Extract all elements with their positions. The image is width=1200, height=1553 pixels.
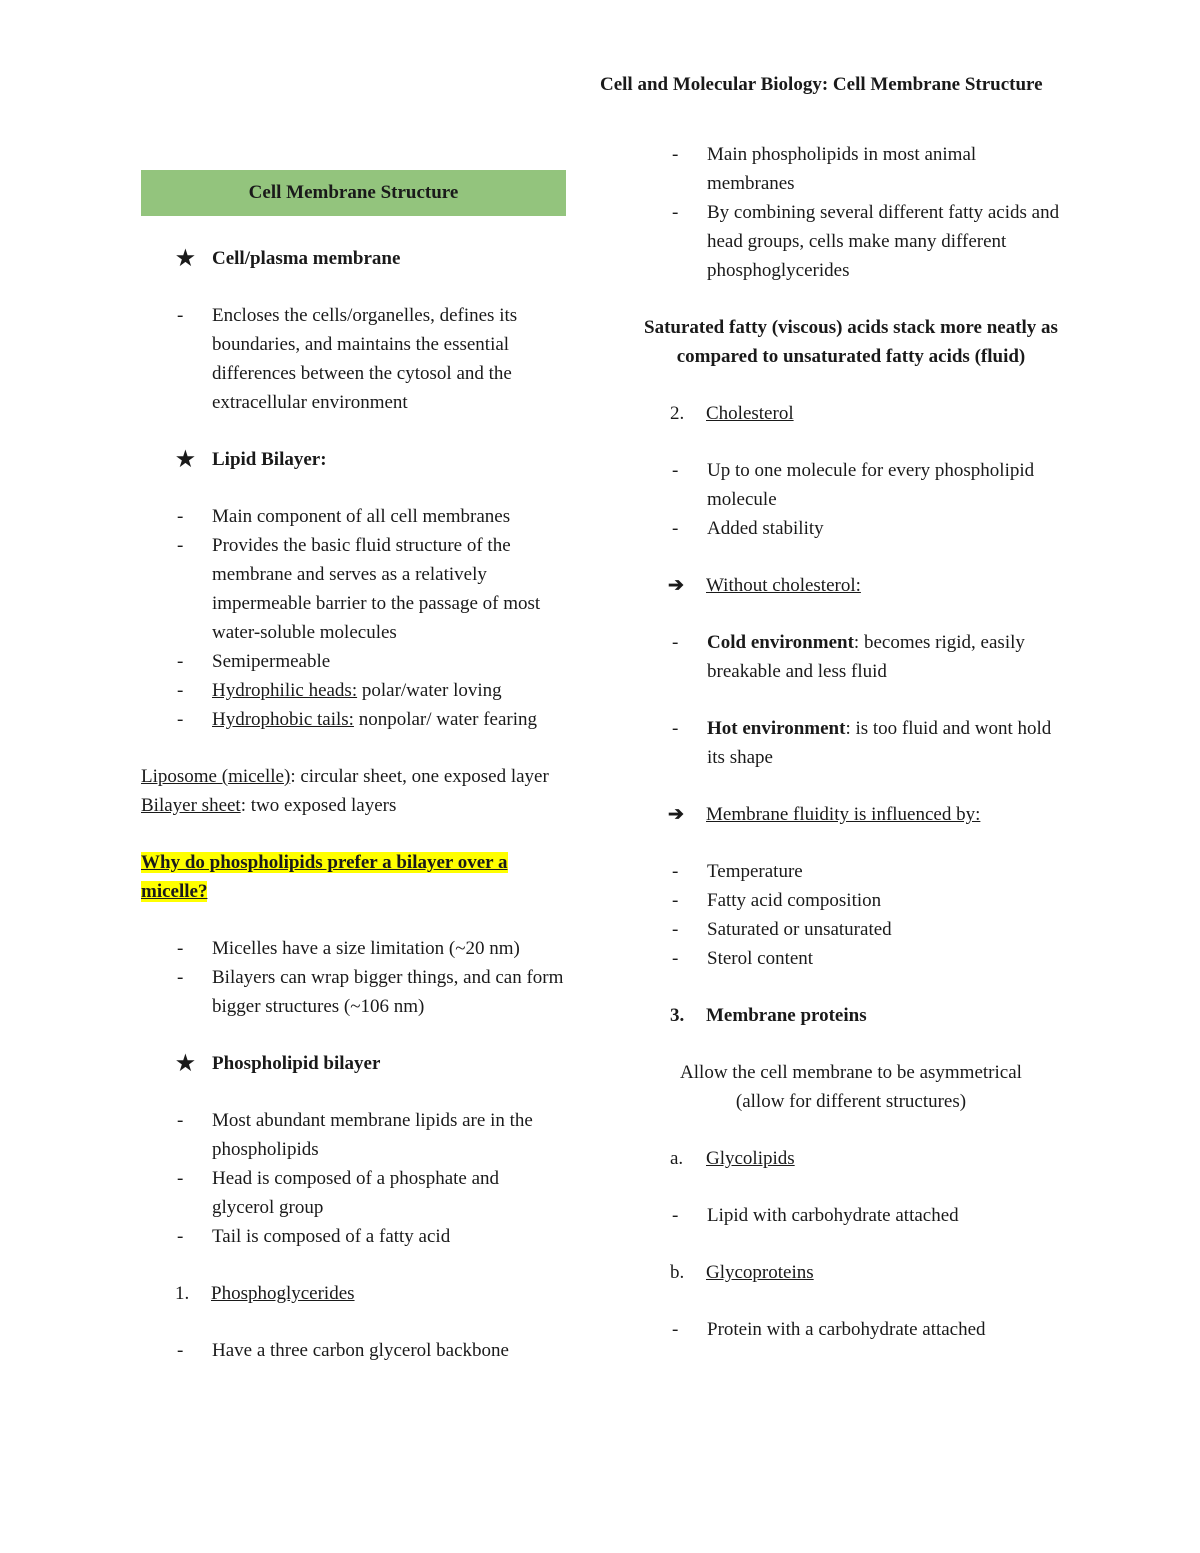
list-item: - Lipid with carbohydrate attached xyxy=(636,1201,1066,1230)
heading-text: Lipid Bilayer: xyxy=(212,449,327,470)
cholesterol-list xyxy=(636,456,1066,543)
list-item: - Have a three carbon glycerol backbone xyxy=(141,1336,566,1365)
hot-label: Hot environment xyxy=(707,718,846,739)
item-number: 1. xyxy=(175,1283,190,1304)
glycoproteins-list xyxy=(636,1315,1066,1344)
cold-text: : becomes rigid, easily breakable and less fluid xyxy=(707,632,1025,682)
phosphoglycerides-continued-list xyxy=(636,140,1066,285)
fluidity-list xyxy=(636,857,1066,973)
arrow-right-icon: ➔ xyxy=(668,804,684,825)
list-item: - Protein with a carbohydrate attached xyxy=(636,1315,1066,1344)
list-item: - Main component of all cell membranes xyxy=(141,502,566,531)
list-item: - Added stability xyxy=(636,514,1066,543)
liposome-label: Liposome (micelle) xyxy=(141,766,291,787)
liposome-text: : circular sheet, one exposed layer xyxy=(290,766,549,787)
hydrophobic-label: Hydrophobic tails: xyxy=(212,709,354,730)
list-item: - Up to one molecule for every phospholipid molecule xyxy=(636,456,1066,514)
phospholipid-list xyxy=(141,1106,566,1251)
right-column xyxy=(636,140,1066,1344)
list-item: - Tail is composed of a fatty acid xyxy=(141,1222,566,1251)
item-number: 2. xyxy=(670,403,685,424)
left-column xyxy=(141,170,566,1365)
hot-list xyxy=(636,714,1066,772)
list-item: - By combining several different fatty acids and head groups, cells make many different phosphoglycerides xyxy=(636,198,1066,285)
heading-text: Phosphoglycerides xyxy=(211,1283,355,1304)
list-item: - Temperature xyxy=(636,857,1066,886)
heading-membrane-proteins xyxy=(636,1001,1066,1030)
heading-text: Membrane fluidity is influenced by: xyxy=(706,804,981,825)
hydrophilic-label: Hydrophilic heads: xyxy=(212,680,358,701)
bilayer-list xyxy=(141,502,566,734)
list-item: - Saturated or unsaturated xyxy=(636,915,1066,944)
heading-glycolipids xyxy=(636,1144,1066,1173)
list-item: - Most abundant membrane lipids are in the phospholipids xyxy=(141,1106,566,1164)
heading-text: Phospholipid bilayer xyxy=(212,1053,381,1074)
plasma-list xyxy=(141,301,566,417)
list-item: - Encloses the cells/organelles, defines its boundaries, and maintains the essential differences between the cytosol and the extracellular environment xyxy=(141,301,566,417)
question-text: Why do phospholipids prefer a bilayer over a micelle? xyxy=(141,852,508,902)
question-heading xyxy=(141,848,566,906)
list-item: - Provides the basic fluid structure of the membrane and serves as a relatively impermeable barrier to the passage of most water-soluble molecules xyxy=(141,531,566,647)
item-number: 3. xyxy=(670,1005,685,1026)
list-item: - Head is composed of a phosphate and glycerol group xyxy=(141,1164,566,1222)
list-item-hydrophobic xyxy=(141,705,566,734)
cold-list xyxy=(636,628,1066,686)
item-letter: a. xyxy=(670,1148,684,1169)
phosphoglycerides-list xyxy=(141,1336,566,1365)
heading-plasma-membrane xyxy=(141,244,566,273)
list-item-cold xyxy=(636,628,1066,686)
star-bullet-icon: ★ xyxy=(176,447,195,471)
heading-phospholipid-bilayer xyxy=(141,1049,566,1078)
page-header: Cell and Molecular Biology: Cell Membrane Structure xyxy=(600,74,1043,95)
star-bullet-icon: ★ xyxy=(176,246,195,270)
hydrophilic-text: polar/water loving xyxy=(357,680,502,701)
liposome-line xyxy=(141,762,566,791)
heading-lipid-bilayer xyxy=(141,445,566,474)
list-item: - Sterol content xyxy=(636,944,1066,973)
bilayer-sheet-text: : two exposed layers xyxy=(240,795,397,816)
heading-membrane-fluidity xyxy=(636,800,1066,829)
bilayer-sheet-label: Bilayer sheet xyxy=(141,795,241,816)
list-item: - Semipermeable xyxy=(141,647,566,676)
heading-text: Cholesterol xyxy=(706,403,794,424)
arrow-right-icon: ➔ xyxy=(668,575,684,596)
star-bullet-icon: ★ xyxy=(176,1051,195,1075)
heading-text: Without cholesterol: xyxy=(706,575,861,596)
heading-text: Cell/plasma membrane xyxy=(212,248,401,269)
section-title-box: Cell Membrane Structure xyxy=(141,170,566,216)
glycolipids-list xyxy=(636,1201,1066,1230)
heading-phosphoglycerides xyxy=(141,1279,566,1308)
hydrophobic-text: nonpolar/ water fearing xyxy=(353,709,538,730)
hot-text: : is too fluid and wont hold its shape xyxy=(707,718,1052,768)
saturated-note: Saturated fatty (viscous) acids stack more neatly as compared to unsaturated fatty acids (fluid) xyxy=(644,317,1058,367)
question-list xyxy=(141,934,566,1021)
list-item-hot xyxy=(636,714,1066,772)
heading-glycoproteins xyxy=(636,1258,1066,1287)
list-item: - Micelles have a size limitation (~20 nm) xyxy=(141,934,566,963)
heading-text: Glycoproteins xyxy=(706,1262,814,1283)
heading-without-cholesterol xyxy=(636,571,1066,600)
list-item: - Fatty acid composition xyxy=(636,886,1066,915)
item-letter: b. xyxy=(670,1262,685,1283)
list-item: - Main phospholipids in most animal membranes xyxy=(636,140,1066,198)
list-item: - Bilayers can wrap bigger things, and can form bigger structures (~106 nm) xyxy=(141,963,566,1021)
heading-cholesterol xyxy=(636,399,1066,428)
heading-text: Glycolipids xyxy=(706,1148,795,1169)
list-item-hydrophilic xyxy=(141,676,566,705)
bilayer-sheet-line xyxy=(141,791,566,820)
cold-label: Cold environment xyxy=(707,632,854,653)
proteins-note: Allow the cell membrane to be asymmetrical (allow for different structures) xyxy=(680,1062,1022,1112)
heading-text: Membrane proteins xyxy=(706,1005,867,1026)
